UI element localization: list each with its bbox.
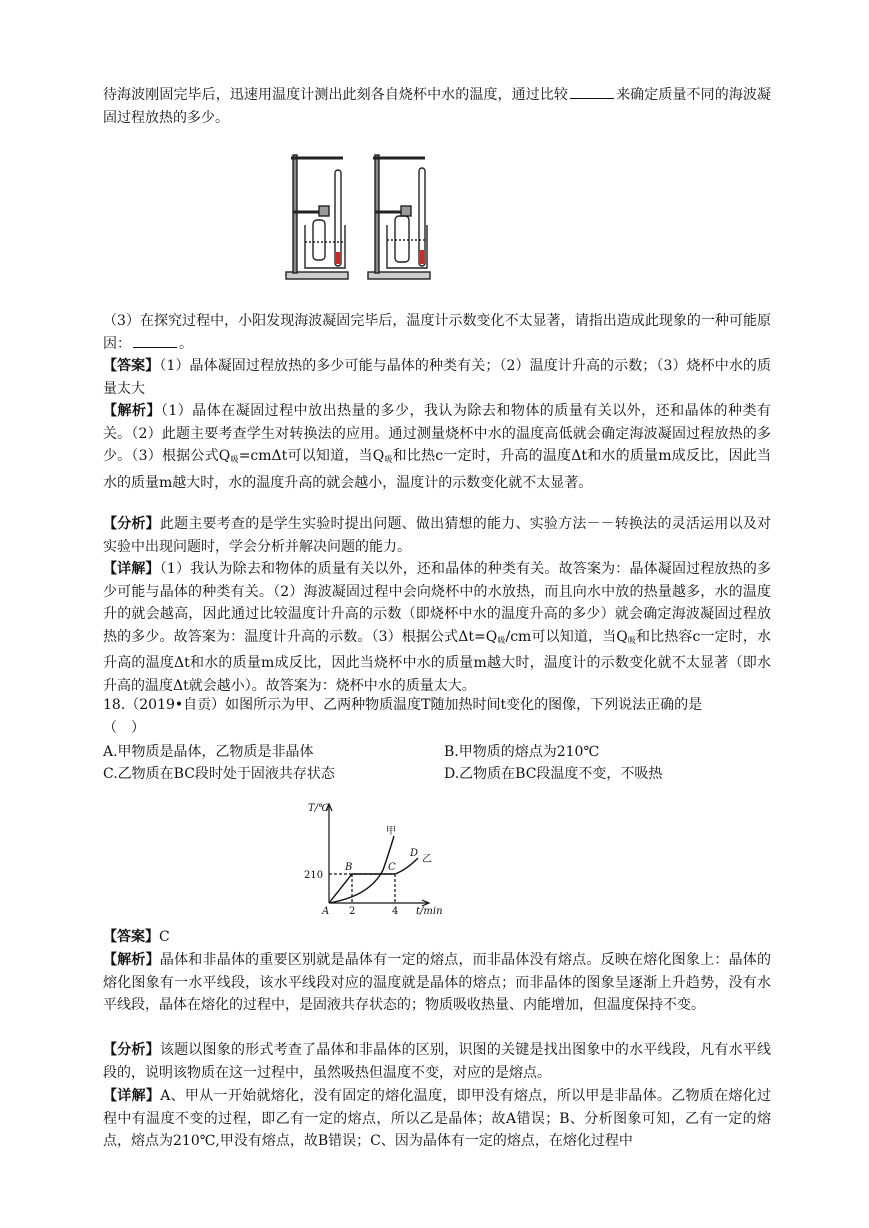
intro-text: 待海波刚固完毕后，迅速用温度计测出此刻各自烧杯中水的温度，通过比较: [103, 87, 568, 103]
answer-text: （1）晶体凝固过程放热的多少可能与晶体的种类有关；（2）温度计升高的示数；（3）烧杯中水的质量太大: [103, 358, 771, 397]
answer-text: C: [159, 929, 170, 945]
analysis-2: [103, 949, 771, 1017]
detail-2: [103, 1085, 771, 1153]
answer-2: [103, 926, 771, 949]
question-3-text: （3）在探究过程中，小阳发现海波凝固完毕后，温度计示数变化不太显著，请指出造成此现象的一种可能原因：: [103, 313, 771, 352]
subscript: 吸: [230, 455, 239, 465]
answer-tag: 【答案】: [103, 929, 159, 945]
analysis-text: 晶体和非晶体的重要区别就是晶体有一定的熔点，而非晶体没有熔点。反映在熔化图象上：晶体的熔化图象有一水平线段，该水平线段对应的温度就是晶体的熔点；而非晶体的图象呈逐渐上升趋势，没有水平线段，晶体在熔化的过程中，是固液共存状态的；物质吸收热量、内能增加，但温度保持不变。: [103, 952, 772, 1014]
intro-paragraph: [103, 84, 771, 129]
analysis-tag: 【解析】: [103, 952, 160, 968]
label-jia: 甲: [386, 826, 396, 837]
temperature-graph: [300, 798, 450, 920]
curve-jia: [329, 836, 394, 903]
fenxi-tag: 【分析】: [103, 1042, 160, 1058]
analysis-1: [103, 400, 771, 494]
answer-1: [103, 355, 771, 400]
y-tick-210: 210: [304, 870, 324, 881]
detail-tag: 【详解】: [103, 561, 160, 577]
analysis-tag: 【解析】: [103, 403, 161, 419]
subscript: 吸: [627, 635, 636, 645]
point-c: C: [388, 862, 396, 873]
fenxi-text: 此题主要考查的是学生实验时提出问题、做出猜想的能力、实验方法－－转换法的灵活运用以及对实验中出现问题时，学会分析并解决问题的能力。: [103, 516, 771, 555]
question-18-paren: （ ）: [103, 719, 145, 736]
answer-blank: [570, 85, 614, 99]
subscript: 吸: [497, 635, 506, 645]
analysis-text: =cmΔt可以知道，当Q: [238, 448, 385, 465]
detail-text: A、甲从一开始就熔化，没有固定的熔化温度，即甲没有熔点，所以甲是非晶体。乙物质在熔化过程中有温度不变的过程，即乙有一定的熔点，所以乙是晶体；故A错误；B、分析图象可知，乙有一定的熔点，熔点为210℃,甲没有熔点，故B错误；C、因为晶体有一定的熔点，在熔化过程中: [103, 1088, 772, 1150]
subscript: 吸: [384, 455, 393, 465]
curve-yi: [329, 858, 418, 903]
question-18: [103, 694, 771, 739]
analysis-text: （1）晶体在凝固过程中放出热量的多少，我认为除去和物体的质量有关以外，还和晶体的种类有关。（2）此题主要考查学生对转换法的应用。通过测量烧杯中水的温度高低就会确定海波凝固过程放热的多少。（3）根据公式Q: [103, 403, 771, 465]
option-d: D.乙物质在BC段温度不变，不吸热: [444, 766, 663, 782]
answer-tag: 【答案】: [103, 358, 160, 374]
fenxi-tag: 【分析】: [103, 516, 160, 532]
question-3-end: 。: [179, 335, 193, 352]
option-c: C.乙物质在BC段时处于固液共存状态: [103, 766, 335, 782]
x-tick-4: 4: [392, 906, 399, 917]
x-tick-2: 2: [349, 906, 356, 917]
option-b: B.甲物质的熔点为210℃: [444, 744, 600, 760]
fenxi-text: 该题以图象的形式考查了晶体和非晶体的区别，识图的关键是找出图象中的水平线段，凡有水平线段的，说明该物质在这一过程中，虽然吸热但温度不变，对应的是熔点。: [103, 1042, 772, 1081]
label-yi: 乙: [422, 854, 432, 865]
y-axis-label: T/℃: [308, 803, 330, 814]
question-18-text: 18.（2019•自贡）如图所示为甲、乙两种物质温度T随加热时间t变化的图像，下列说法正确的是: [103, 697, 703, 713]
point-b: B: [345, 862, 353, 873]
detail-text: /cm可以知道，当Q: [505, 628, 628, 645]
detail-text: （1）我认为除去和物体的质量有关以外，还和晶体的种类有关。故答案为：晶体凝固过程放热的多少可能与晶体的种类有关。（2）海波凝固过程中会向烧杯中的水放热，而且向水中放的热量越多，水的温度升的就会越高，因此通过比较温度计升高的示数（即烧杯中水的温度升高的多少）就会确定海波凝固过程放热的多少。故答案为：温度计升高的示数。（3）根据公式Δt=Q: [103, 561, 772, 645]
apparatus-figure: [283, 150, 443, 283]
x-axis-label: t/min: [416, 906, 443, 917]
detail-tag: 【详解】: [103, 1088, 161, 1104]
intro-tail-text: 来确定质量不同的海波凝固过程放热的多少。: [103, 87, 771, 126]
option-a: A.甲物质是晶体，乙物质是非晶体: [103, 744, 314, 760]
detail-1: [103, 558, 771, 698]
point-d: D: [410, 848, 419, 859]
point-a: A: [322, 906, 330, 917]
fenxi-2: [103, 1039, 771, 1084]
question-3: [103, 310, 771, 355]
detail-text: 和比热容c一定时，水升高的温度Δt和水的质量m成反比，因此当烧杯中水的质量m越大时，温度计的示数变化就不太显著（即水升高的温度Δt就会越小）。故答案为：烧杯中水的质量太大。: [103, 628, 772, 694]
answer-blank: [133, 334, 177, 348]
analysis-text: 和比热c一定时，升高的温度Δt和水的质量m成反比，因此当水的质量m越大时，水的温度升高的就会越小，温度计的示数变化就不太显著。: [103, 448, 771, 491]
fenxi-1: [103, 513, 771, 558]
